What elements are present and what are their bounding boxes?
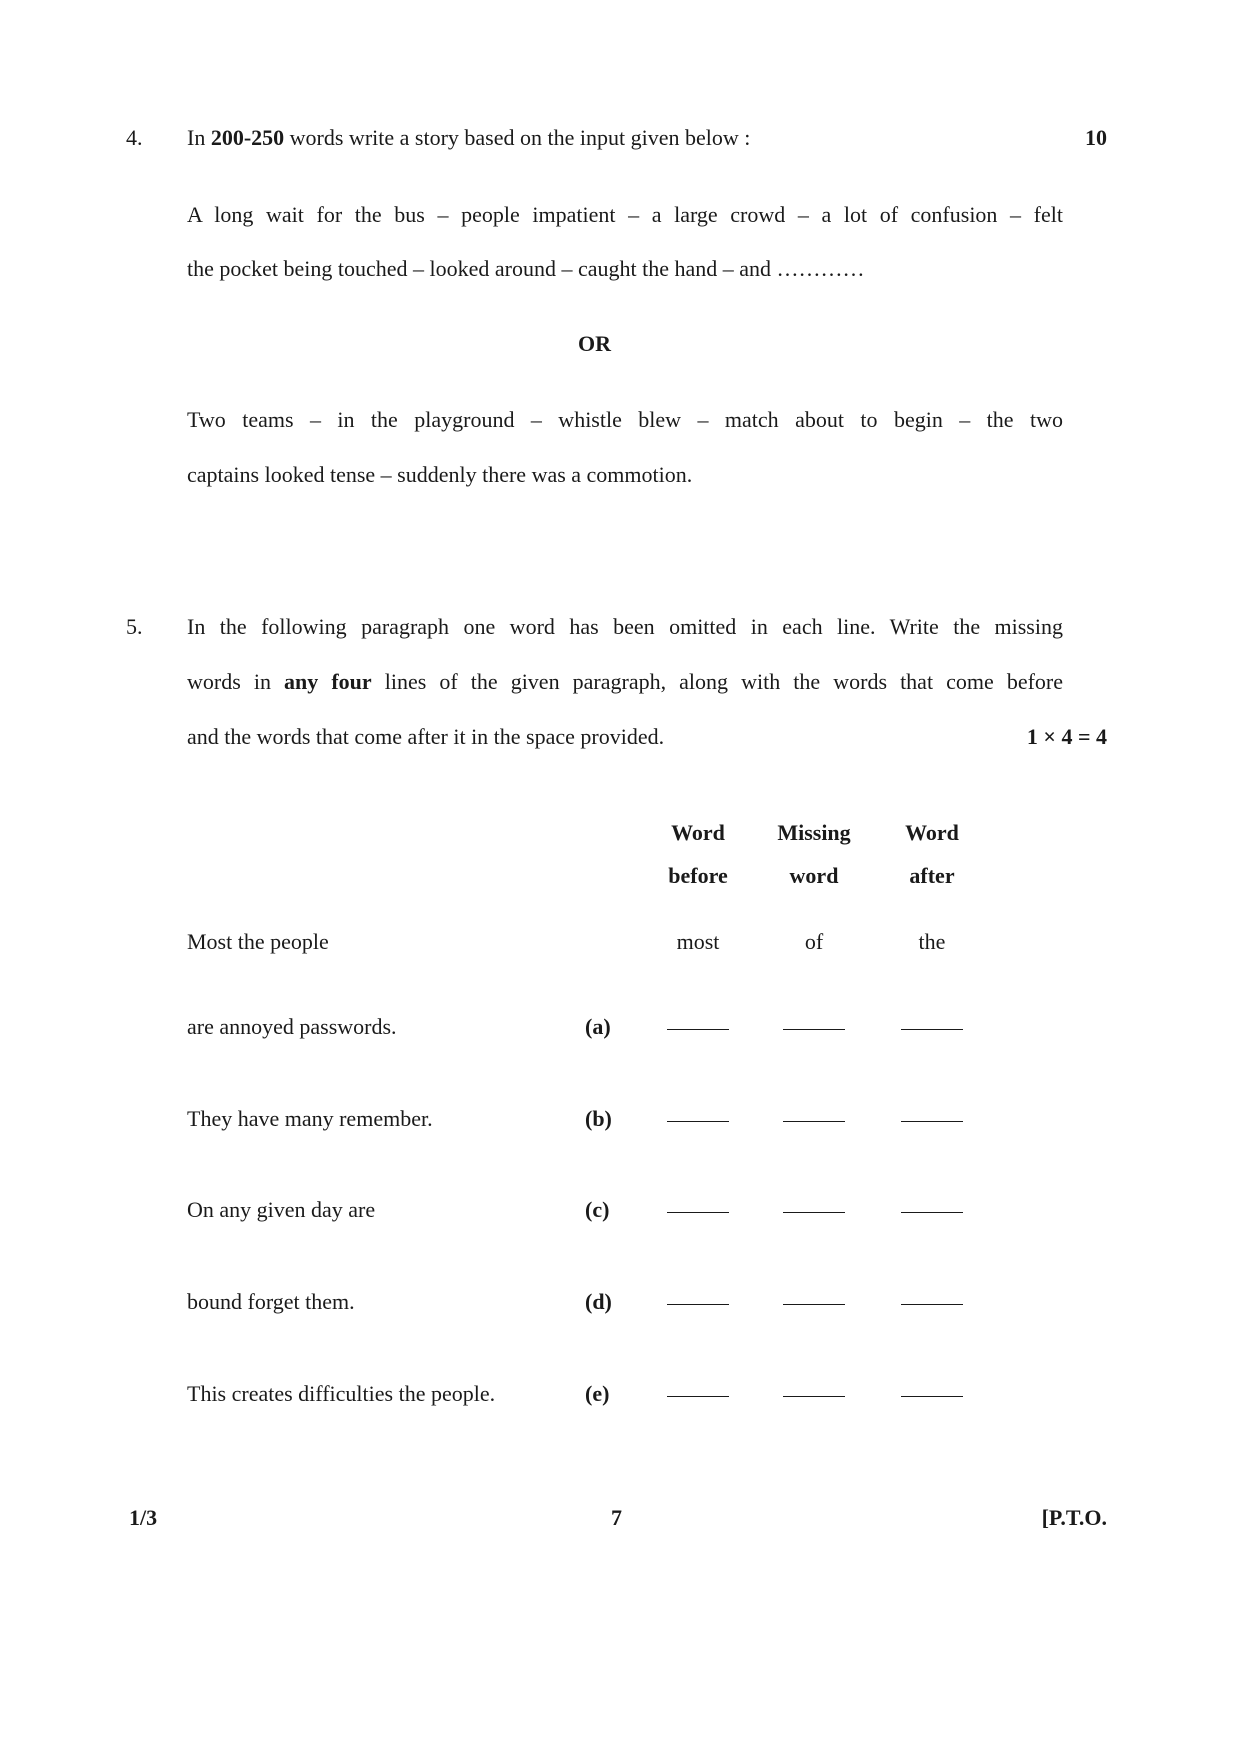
header-word-before-line2: before [668,863,728,888]
footer-page-number: 7 [611,1505,622,1530]
line-e-missing-blank [783,1396,845,1397]
q4-number: 4. [126,125,143,150]
line-d-after-blank [901,1304,963,1305]
q4-option1-line1: A long wait for the bus – people impatient – a large crowd – a lot of confusion – felt [187,202,1063,227]
line-c-before-blank [667,1212,729,1213]
q4-prompt-pre: In [187,125,211,150]
q4-or-separator: OR [578,331,611,356]
line-d-label: (d) [585,1289,612,1314]
line-b-label: (b) [585,1106,612,1131]
q4-prompt-word-count: 200-250 [210,125,285,150]
footer-pto: [P.T.O. [1041,1505,1107,1530]
q4-marks: 10 [1085,125,1107,150]
line-b-text: They have many remember. [187,1106,433,1131]
line-a-before-blank [667,1029,729,1030]
q5-instruction-line3: and the words that come after it in the space provided. [187,724,665,749]
line-b-after-blank [901,1121,963,1122]
q5-line2-bold: any four [284,669,372,694]
line-e-label: (e) [585,1381,610,1406]
header-word-after-line2: after [909,863,955,888]
line-a-missing-blank [783,1029,845,1030]
header-word-before-line1: Word [671,820,725,845]
line-a-text: are annoyed passwords. [187,1014,397,1039]
q5-instruction-line1: In the following paragraph one word has been omitted in each line. Write the missing [187,614,1063,639]
q4-option2-line2: captains looked tense – suddenly there was a commotion. [187,462,693,487]
line-c-text: On any given day are [187,1197,376,1222]
line-e-before-blank [667,1396,729,1397]
example-word-after: the [918,929,946,954]
example-word-before: most [676,929,720,954]
header-word-after-line1: Word [905,820,959,845]
line-c-missing-blank [783,1212,845,1213]
header-missing-word-line2: word [789,863,839,888]
line-a-after-blank [901,1029,963,1030]
q4-prompt [187,125,750,151]
example-missing-word: of [804,929,824,954]
q4-prompt-post: words write a story based on the input given below : [284,125,751,150]
line-c-label: (c) [585,1197,610,1222]
line-c-after-blank [901,1212,963,1213]
q5-number: 5. [126,614,143,639]
q5-instruction-line2 [187,669,1063,695]
line-d-text: bound forget them. [187,1289,355,1314]
header-word-before [648,811,748,897]
q5-marks: 1 × 4 = 4 [1026,724,1107,749]
line-e-after-blank [901,1396,963,1397]
line-b-before-blank [667,1121,729,1122]
q4-option2-line1: Two teams – in the playground – whistle blew – match about to begin – the two [187,407,1063,432]
footer-paper-code: 1/3 [129,1505,158,1530]
line-a-label: (a) [585,1014,611,1039]
q5-line2-post: lines of the given paragraph, along with the words that come before [371,669,1064,694]
header-word-after [882,811,982,897]
q5-line2-pre: words in [187,669,285,694]
example-text: Most the people [187,929,329,954]
line-b-missing-blank [783,1121,845,1122]
header-missing-word [764,811,864,897]
line-e-text: This creates difficulties the people. [187,1381,496,1406]
line-d-before-blank [667,1304,729,1305]
q4-option1-line2: the pocket being touched – looked around – caught the hand – and ………… [187,256,865,281]
header-missing-word-line1: Missing [777,820,851,845]
line-d-missing-blank [783,1304,845,1305]
